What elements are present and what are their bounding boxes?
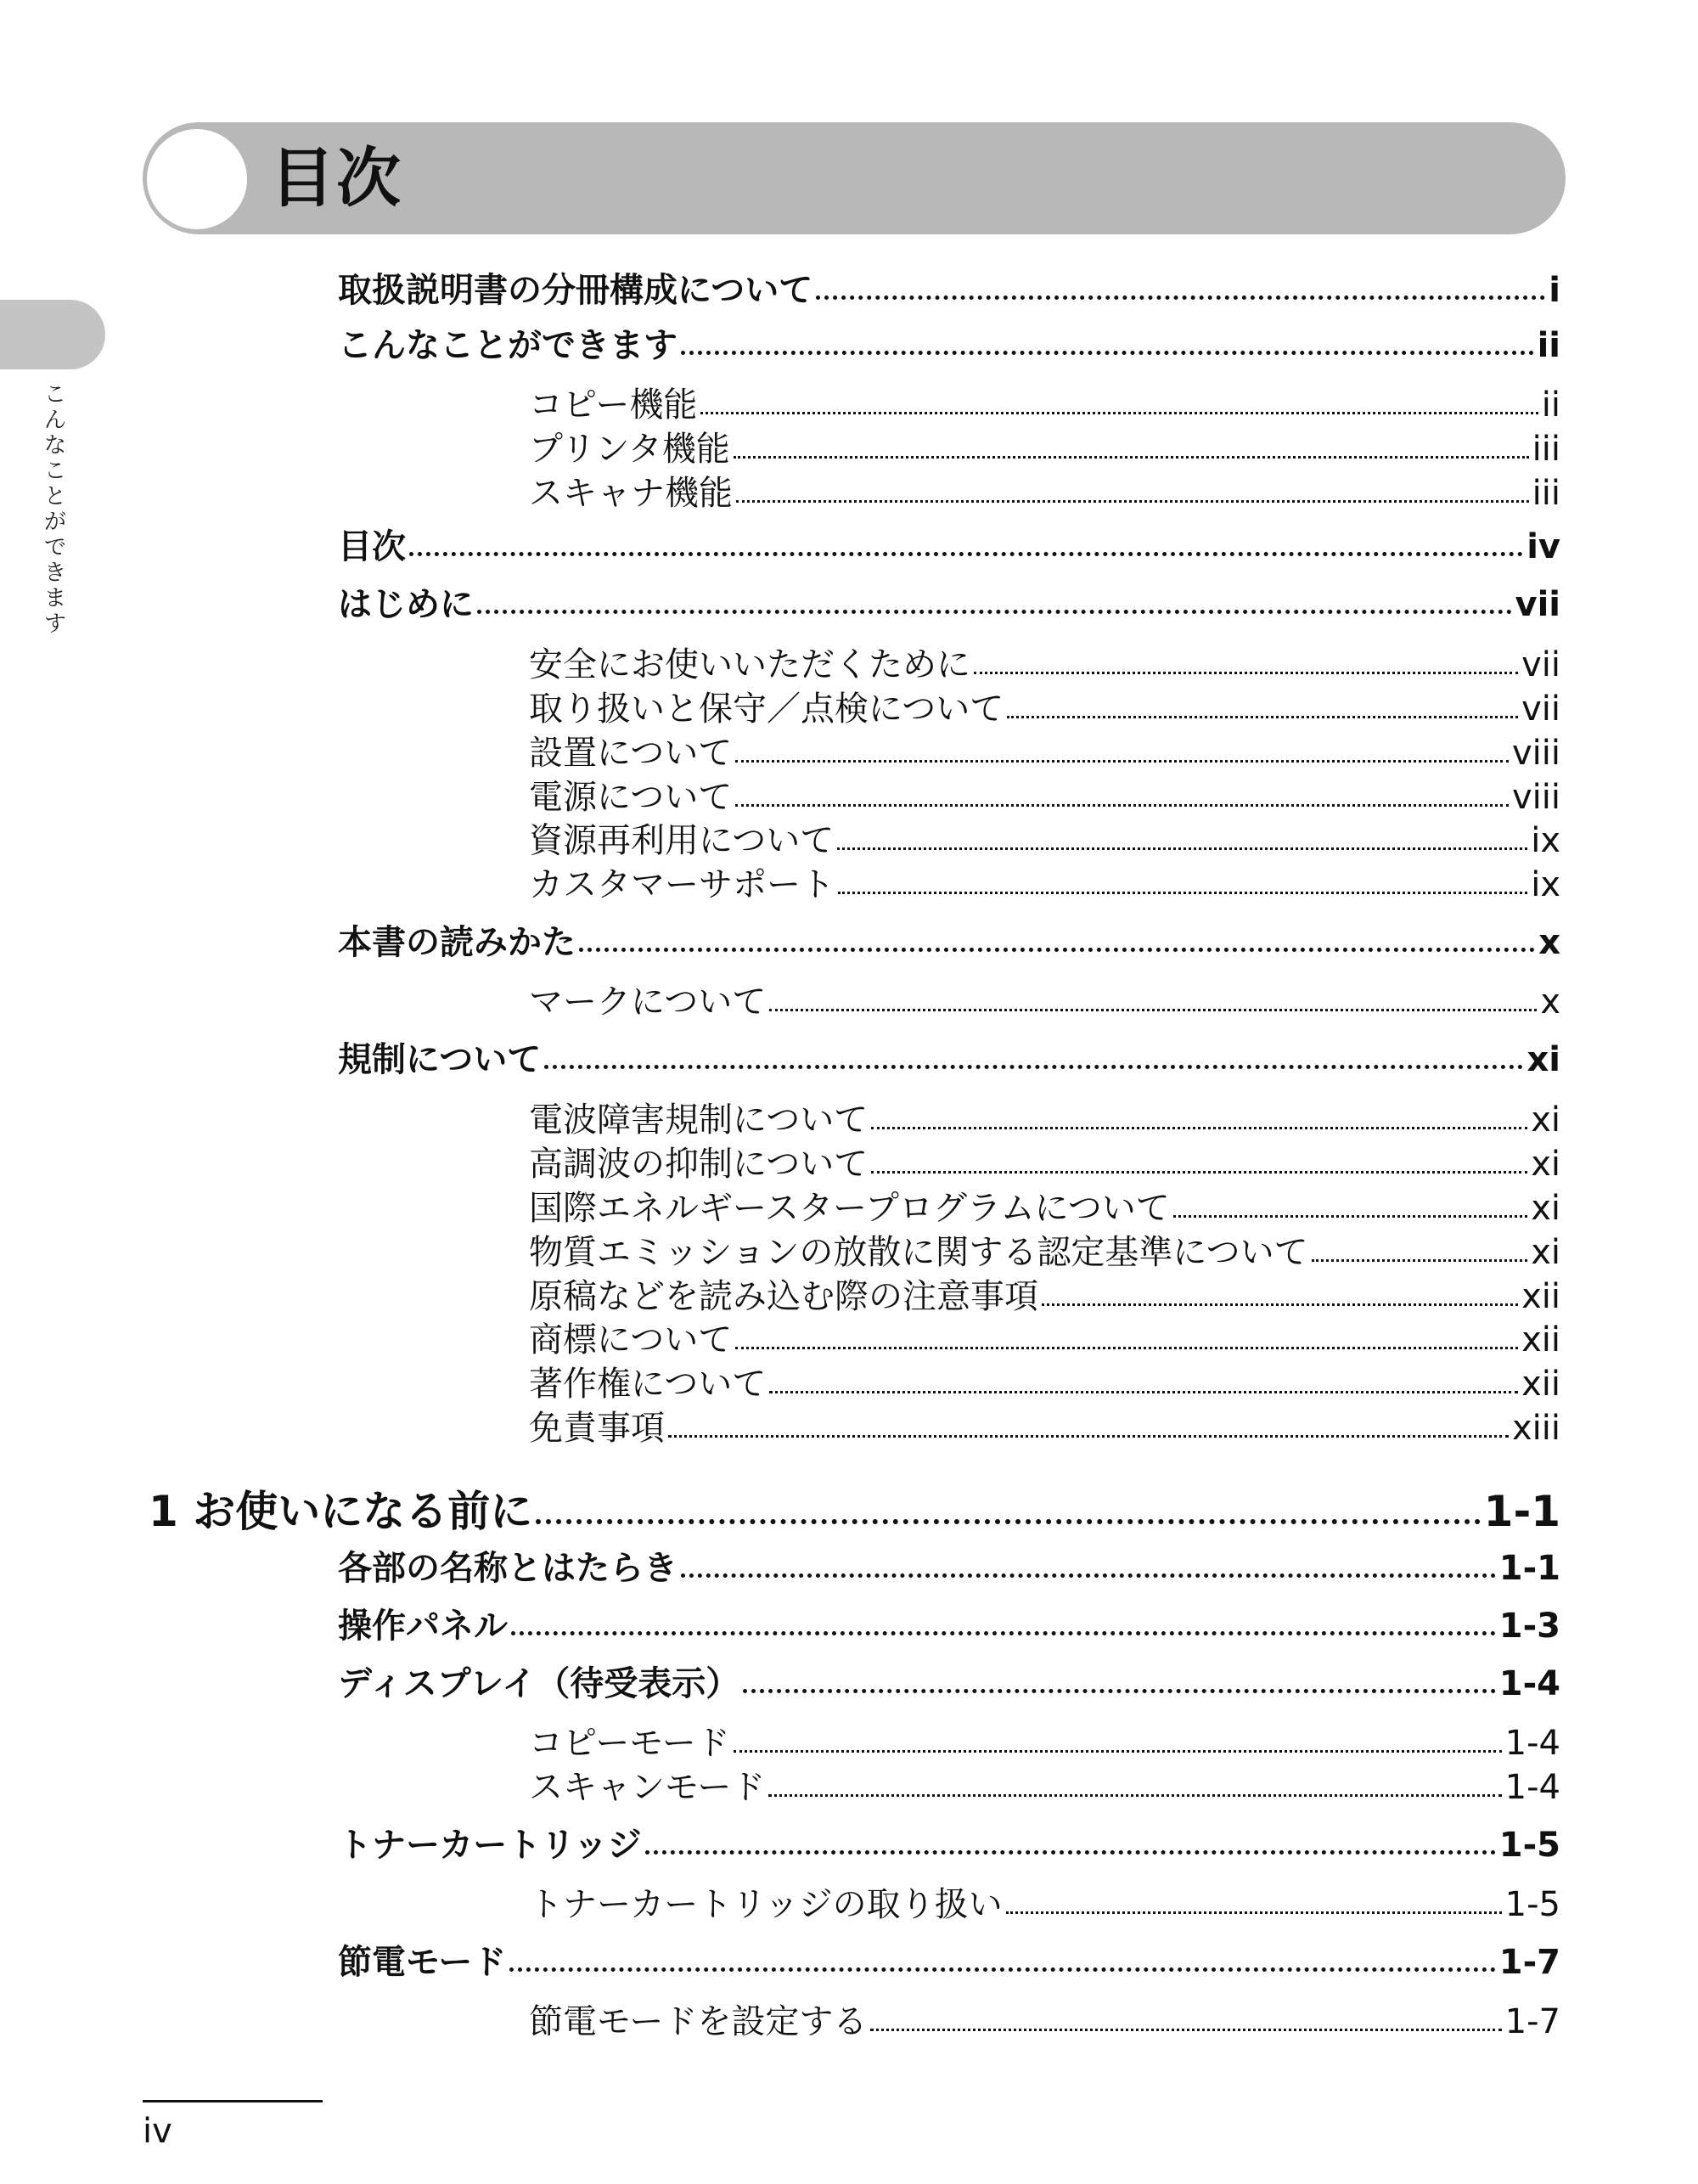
toc-entry[interactable] [529,1093,1560,1141]
toc-entry-title: 物質エミッションの放散に関する認定基準について [529,1233,1308,1272]
toc-dot-leader [736,500,1529,503]
toc-entry[interactable] [149,1478,1560,1539]
toc-dot-leader [645,1850,1496,1855]
toc-entry[interactable] [338,1599,1560,1647]
toc-entry-title: 安全にお使いいただくために [529,645,970,684]
title-circle-decoration [147,129,247,229]
toc-entry-page: vii [1521,690,1560,729]
toc-entry[interactable] [529,1269,1560,1318]
toc-entry-page: xi [1531,1233,1560,1272]
chapter-side-label: こんなことができます [43,382,66,637]
toc-dot-leader [871,1127,1527,1129]
toc-entry-page: 1-7 [1504,2002,1560,2041]
toc-dot-leader [668,1435,1509,1438]
toc-entry[interactable] [529,1137,1560,1185]
toc-dot-leader [974,672,1518,674]
toc-dot-leader [871,1171,1527,1174]
toc-entry-page: xii [1521,1365,1560,1404]
toc-entry-title: コピーモード [529,1724,730,1763]
toc-entry-title: 本書の読みかた [338,923,576,962]
toc-entry-title: マークについて [529,982,767,1022]
footer-rule [143,2100,323,2102]
chapter-side-tab [0,300,105,369]
toc-dot-leader [700,412,1538,414]
toc-dot-leader [735,1347,1518,1349]
toc-entry-page: 1-4 [1504,1724,1560,1763]
toc-entry-page: xii [1521,1277,1560,1316]
toc-entry[interactable] [529,638,1560,686]
toc-entry-page: iii [1532,474,1560,513]
toc-entry-page: 1-7 [1498,1943,1560,1982]
toc-entry[interactable] [529,378,1560,426]
toc-entry-page: x [1540,982,1560,1022]
toc-dot-leader [681,1573,1496,1578]
toc-entry-title: トナーカートリッジ [338,1826,642,1865]
toc-entry[interactable] [338,1541,1560,1590]
toc-entry-page: xi [1531,1145,1560,1184]
toc-entry[interactable] [338,577,1560,626]
toc-entry-title: 国際エネルギースタープログラムについて [529,1189,1170,1228]
toc-dot-leader [409,552,1523,556]
toc-dot-leader [681,351,1534,355]
toc-entry[interactable] [338,263,1560,312]
toc-entry-title: 免責事項 [529,1409,665,1448]
toc-entry-title: トナーカートリッジの取り扱い [529,1885,1003,1924]
toc-entry-page: 1-3 [1498,1607,1560,1646]
toc-entry-title: 規制について [338,1040,542,1079]
toc-entry-page: xi [1531,1100,1560,1140]
toc-dot-leader [544,1065,1523,1069]
toc-entry[interactable] [338,1033,1560,1081]
toc-entry-page: iii [1532,430,1560,469]
toc-entry-page: ii [1537,326,1560,365]
toc-entry-page: viii [1511,778,1560,817]
toc-entry[interactable] [529,682,1560,730]
toc-entry-page: xii [1521,1320,1560,1359]
toc-dot-leader [769,1391,1518,1393]
toc-entry[interactable] [529,422,1560,470]
toc-entry-title: ディスプレイ（待受表示） [338,1664,740,1703]
toc-entry[interactable] [529,1995,1560,2043]
toc-entry-page: 1-5 [1498,1826,1560,1865]
toc-entry-page: i [1549,271,1560,310]
toc-entry-title: 各部の名称とはたらき [338,1549,678,1588]
toc-entry[interactable] [529,1225,1560,1274]
toc-entry[interactable] [529,1401,1560,1449]
toc-entry-title: カスタマーサポート [529,865,835,904]
toc-dot-leader [837,847,1527,850]
toc-dot-leader [536,1519,1480,1524]
toc-dot-leader [743,1689,1496,1693]
toc-entry[interactable] [529,858,1560,906]
toc-dot-leader [1173,1215,1527,1218]
toc-entry-page: xiii [1511,1409,1560,1448]
toc-entry-page: ix [1531,865,1560,904]
toc-entry[interactable] [529,1181,1560,1230]
toc-dot-leader [870,2029,1501,2031]
toc-dot-leader [816,296,1545,300]
toc-dot-leader [579,948,1535,952]
toc-entry[interactable] [529,1313,1560,1361]
toc-entry[interactable] [338,915,1560,964]
toc-entry-title: 資源再利用について [529,821,835,860]
toc-dot-leader [1312,1259,1528,1262]
toc-entry[interactable] [529,1877,1560,1926]
toc-entry-title: こんなことができます [338,326,678,365]
toc-entry-page: vii [1515,585,1560,624]
toc-entry-title: 商標について [529,1320,733,1359]
toc-entry-title: はじめに [338,585,474,624]
toc-entry-page: iv [1527,527,1560,566]
toc-dot-leader [477,610,1512,614]
toc-entry[interactable] [338,1935,1560,1984]
toc-entry-title: プリンタ機能 [529,430,730,469]
toc-entry-title: 目次 [338,527,406,566]
toc-entry[interactable] [338,1657,1560,1705]
toc-entry[interactable] [529,466,1560,515]
toc-entry-title: コピー機能 [529,386,698,425]
toc-dot-leader [509,1967,1495,1972]
toc-entry[interactable] [529,770,1560,819]
toc-entry-title: 著作権について [529,1365,767,1404]
toc-entry[interactable] [529,1357,1560,1405]
toc-entry-page: 1-4 [1498,1664,1560,1703]
page-number: iv [143,2112,172,2151]
toc-entry[interactable] [529,1760,1560,1809]
toc-dot-leader [838,892,1527,894]
toc-entry-title: 取り扱いと保守／点検について [529,690,1004,729]
toc-entry-title: 取扱説明書の分冊構成について [338,271,813,310]
toc-entry[interactable] [338,318,1560,367]
toc-entry-page: viii [1511,734,1560,773]
page-title: 目次 [270,140,402,216]
toc-entry-page: 1-1 [1483,1487,1560,1536]
toc-entry-page: ii [1541,386,1560,425]
toc-entry[interactable] [529,813,1560,862]
toc-entry-page: xi [1531,1189,1560,1228]
toc-entry-title: 電源について [529,778,733,817]
toc-entry-title: 原稿などを読み込む際の注意事項 [529,1277,1038,1316]
toc-entry[interactable] [338,1818,1560,1866]
toc-entry-page: x [1538,923,1560,962]
toc-dot-leader [511,1631,1496,1635]
toc-entry-page: 1-4 [1504,1768,1560,1807]
toc-entry-page: vii [1521,645,1560,684]
toc-entry-title: 節電モード [338,1943,507,1982]
toc-dot-leader [734,456,1529,459]
toc-entry-page: xi [1527,1040,1560,1079]
toc-entry-title: スキャンモード [529,1768,766,1807]
toc-entry-title: 節電モードを設定する [529,2002,868,2041]
toc-dot-leader [1006,1911,1502,1914]
toc-entry[interactable] [529,726,1560,774]
toc-entry-page: 1-1 [1498,1549,1560,1588]
toc-entry-title: スキャナ機能 [529,474,733,513]
toc-entry[interactable] [529,1716,1560,1765]
toc-dot-leader [1007,716,1518,718]
toc-dot-leader [1042,1303,1518,1306]
toc-entry[interactable] [338,520,1560,568]
toc-entry-page: 1-5 [1504,1885,1560,1924]
toc-entry-title: 高調波の抑制について [529,1145,869,1184]
toc-dot-leader [735,760,1509,763]
toc-entry[interactable] [529,975,1560,1023]
toc-dot-leader [768,1794,1501,1797]
toc-dot-leader [735,804,1509,807]
toc-entry-page: ix [1531,821,1560,860]
toc-dot-leader [769,1009,1537,1011]
toc-entry-title: 操作パネル [338,1607,508,1646]
toc-entry-title: 設置について [529,734,733,773]
toc-entry-title: 1 お使いになる前に [149,1487,533,1536]
toc-dot-leader [734,1750,1502,1753]
toc-entry-title: 電波障害規制について [529,1100,869,1140]
